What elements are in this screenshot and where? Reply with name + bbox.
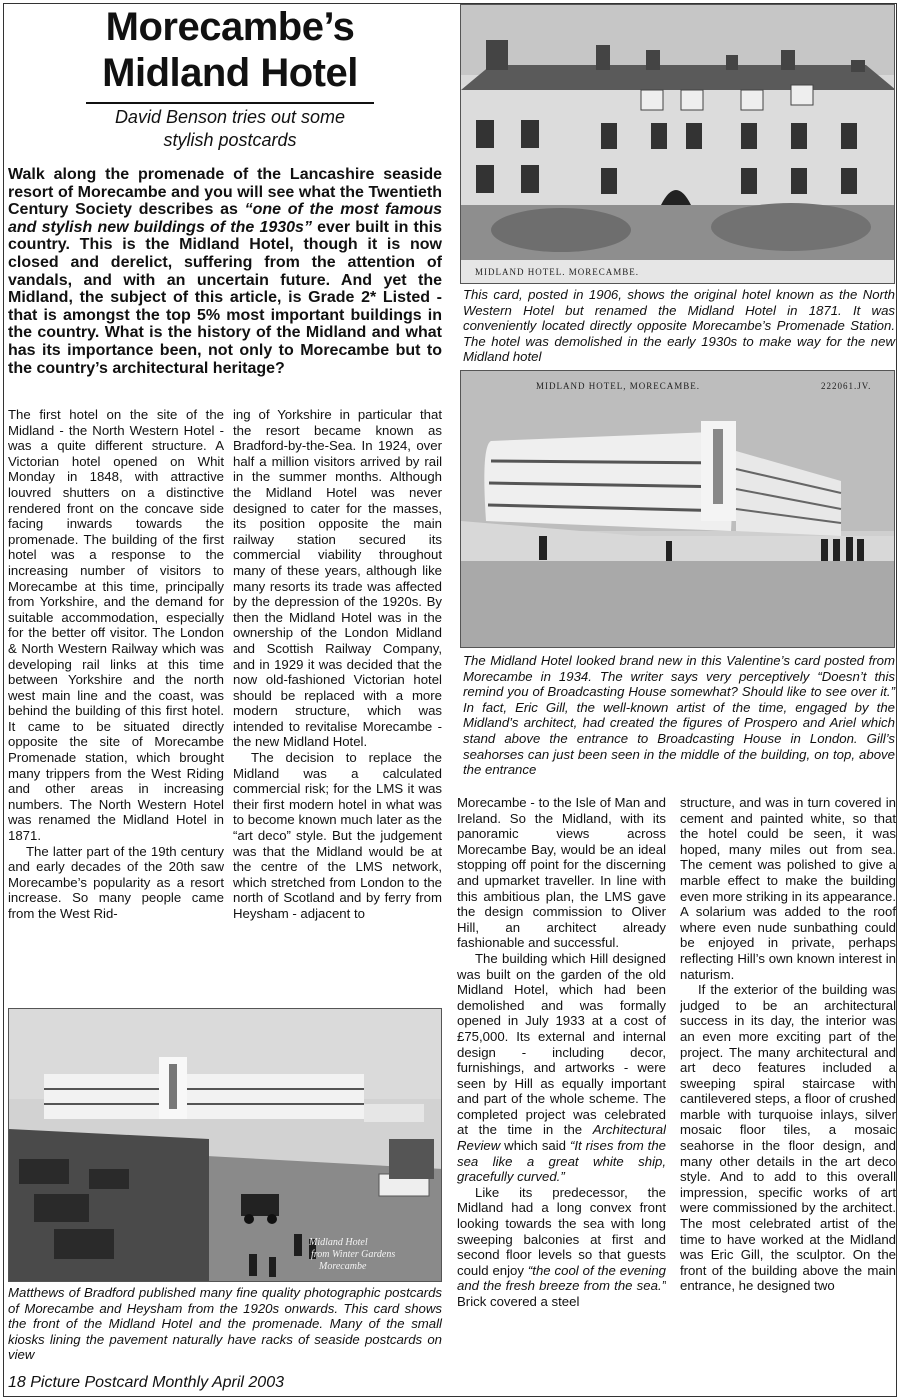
col3-paragraph-1: Morecambe - to the Isle of Man and Ireland. So the Midland, with its panoramic views across Morecambe Bay, would be an ideal stopping off point for the discerning and upmarket traveller. In line with this ambitious plan, the LMS gave the design commission to Oliver Hill, an architect already fashionable and successful.: [457, 795, 666, 951]
body-column-2: [233, 407, 442, 987]
title-rule: [86, 102, 374, 104]
promenade-postcard-photo: [8, 1008, 442, 1282]
lead-quote: “one of the most famous and stylish new buildings of the 1930s”: [8, 201, 443, 236]
body-column-1: [8, 407, 224, 987]
col3-paragraph-3: [457, 1185, 666, 1310]
col2-paragraph-2: The decision to replace the Midland was a calculated commercial risk; for the LMS it was their first modern hotel in what was to become known much later as the “art deco” style. But the judgement was that the Midland would be at the centre of the LMS network, which stretched from London to the north of Scotland and by ferry from Heysham - adjacent to: [233, 750, 442, 921]
body-column-3: [457, 795, 666, 1367]
title-line-2: Midland Hotel: [102, 51, 358, 95]
fig3-label-3: Morecambe: [319, 1261, 367, 1272]
col2-paragraph-1: ing of Yorkshire in particular that the resort became known as Bradford-by-the-Sea. In 1924, over half a million visitors arrived by rail in the summer months. Although the Midland Hotel was never designed to cater for the masses, its position opposite the main railway station secured its commercial viability throughout many of these years, although like many resorts its trade was affected by the depression of the 1920s. By then the Midland Hotel was in the ownership of the London Midland and Scottish Railway Company, and in 1929 it was decided that the now old-fashioned Victorian hotel should be replaced with a more modern structure, which was intended to revitalise Morecambe - the new Midland Hotel.: [233, 407, 442, 750]
subtitle-line-2: stylish postcards: [163, 130, 297, 150]
body-column-4: [680, 795, 896, 1367]
col3-p3-text-b: Brick covered a steel: [457, 1294, 580, 1309]
fig2-postcard-number: 222061.JV.: [821, 381, 872, 391]
page-footer: 18 Picture Postcard Monthly April 2003: [8, 1374, 284, 1391]
subtitle-line-1: David Benson tries out some: [114, 107, 346, 127]
lead-text-1: Walk along the promenade of the Lancashire seaside resort of Morecambe and you will see what the Twentieth Century Society describes as: [8, 166, 442, 219]
fig3-label-2: from Winter Gardens: [311, 1249, 396, 1260]
article-subtitle: [86, 106, 374, 152]
review-quote: “It rises from the sea like a great white ship, gracefully curved.”: [457, 1138, 666, 1185]
old-hotel-caption: This card, posted in 1906, shows the original hotel known as the North Western Hotel but renamed the Midland Hotel in 1871. It was conveniently located directly opposite Morecambe’s Promenade Station. The hotel was demolished in the early 1930s to make way for the new Midland hotel: [463, 287, 895, 365]
new-hotel-caption: The Midland Hotel looked brand new in this Valentine’s card posted from Morecambe in 1934. The writer says very perceptively “Doesn’t this remind you of Broadcasting House somewhat? Should like to see over it.” In fact, Eric Gill, the well-known artist of the time, engaged by the Midland’s architect, had created the figures of Prospero and Ariel which stand above the entrance to Broadcasting House in London. Gill’s seahorses can just been seen in the middle of the building, on top, above the entrance: [463, 653, 895, 778]
col4-paragraph-1: structure, and was in turn covered in cement and painted white, so that the hotel could be seen, it was hoped, many miles out from sea. The cement was polished to give a marble effect to make the building even more striking in its appearance. A solarium was added to the roof where even nude sunbathing could be enjoyed in private, perhaps reflecting Hill’s own known interest in naturism.: [680, 795, 896, 982]
col3-p2-text-b: which said: [500, 1138, 570, 1154]
fig3-label-1: Midland Hotel: [309, 1237, 368, 1248]
fig1-postcard-label: MIDLAND HOTEL. MORECAMBE.: [475, 267, 639, 277]
col3-p3-text: Like its predecessor, the Midland had a long convex front looking towards the sea with long sweeping balconies at first and second floor levels so that guests could enjoy: [457, 1184, 666, 1278]
lead-text-2: ever built in this country. This is the Midland Hotel, though it is now closed and derelict, suffering from the attention of vandals, and with an uncertain future. And yet the Midland, the subject of this article, is Grade 2* Listed - that is amongst the top 5% most important buildings in the country. What is the history of the Midland and what has its importance been, not only to Morecambe but to the country’s architectural heritage?: [8, 218, 442, 377]
lead-paragraph: [8, 166, 442, 377]
article-title: [80, 4, 380, 96]
col1-paragraph-2: The latter part of the 19th century and early decades of the 20th saw Morecambe’s popularity as a resort increase. So many people came from the West Rid-: [8, 843, 224, 921]
promenade-caption: Matthews of Bradford published many fine quality photographic postcards of Morecambe and Heysham from the 1920s onwards. This card shows the front of the Midland Hotel and the promenade. Many of the small kiosks lining the pavement naturally have racks of seaside postcards on view: [8, 1285, 442, 1363]
title-line-1: Morecambe’s: [105, 5, 355, 49]
breeze-quote: “the cool of the evening and the fresh breeze from the sea.”: [457, 1262, 666, 1294]
col3-p2-text: The building which Hill designed was built on the garden of the old Midland Hotel, which had been demolished and was formally opened in July 1933 at a cost of £75,000. Its external and internal design - including decor, furnishings, and artworks - were seen by Hill as equally important and part of the whole scheme. The completed project was celebrated at the time in the: [457, 950, 666, 1138]
col3-paragraph-2: [457, 951, 666, 1185]
new-hotel-postcard-photo: [460, 370, 895, 648]
col4-paragraph-2: If the exterior of the building was judged to be an architectural success in its day, the interior was an even more exciting part of the project. The many architectural and art deco features included a sweeping spiral staircase with cantilevered steps, a floor of crushed marble with turquoise inlays, silver mosaic floor tiles, a mosaic seahorse in the floor design, and many other details in the art deco style. And to add to this overall impression, specific works of art were commissioned by the architect. The most celebrated artist of the time to have worked at the Midland was Eric Gill, the sculptor. On the front of the building above the main entrance, he designed two: [680, 982, 896, 1294]
journal-name: Architectural Review: [457, 1122, 666, 1154]
old-hotel-postcard-photo: [460, 4, 895, 284]
fig2-postcard-label: MIDLAND HOTEL, MORECAMBE.: [536, 381, 700, 391]
col1-paragraph-1: The first hotel on the site of the Midland - the North Western Hotel - was a quite different structure. A Victorian hotel opened on Whit Monday in 1848, with attractive louvred shutters on a distinctive rendered front on the concave side facing inwards towards the promenade. The building of the first hotel was a response to the increasing number of visitors to Morecambe at this time, principally from Yorkshire, and the demand for suitable accommodation, especially for the better off visitor. The London & North Western Railway which was developing rail links at this time between Yorkshire and the north west main line and the coast, was behind the building of this first hotel. It came to be situated directly opposite the site of Morecambe Promenade station, which brought many trippers from the West Riding and other areas in increasing numbers. The North Western Hotel was renamed the Midland Hotel in 1871.: [8, 407, 224, 844]
